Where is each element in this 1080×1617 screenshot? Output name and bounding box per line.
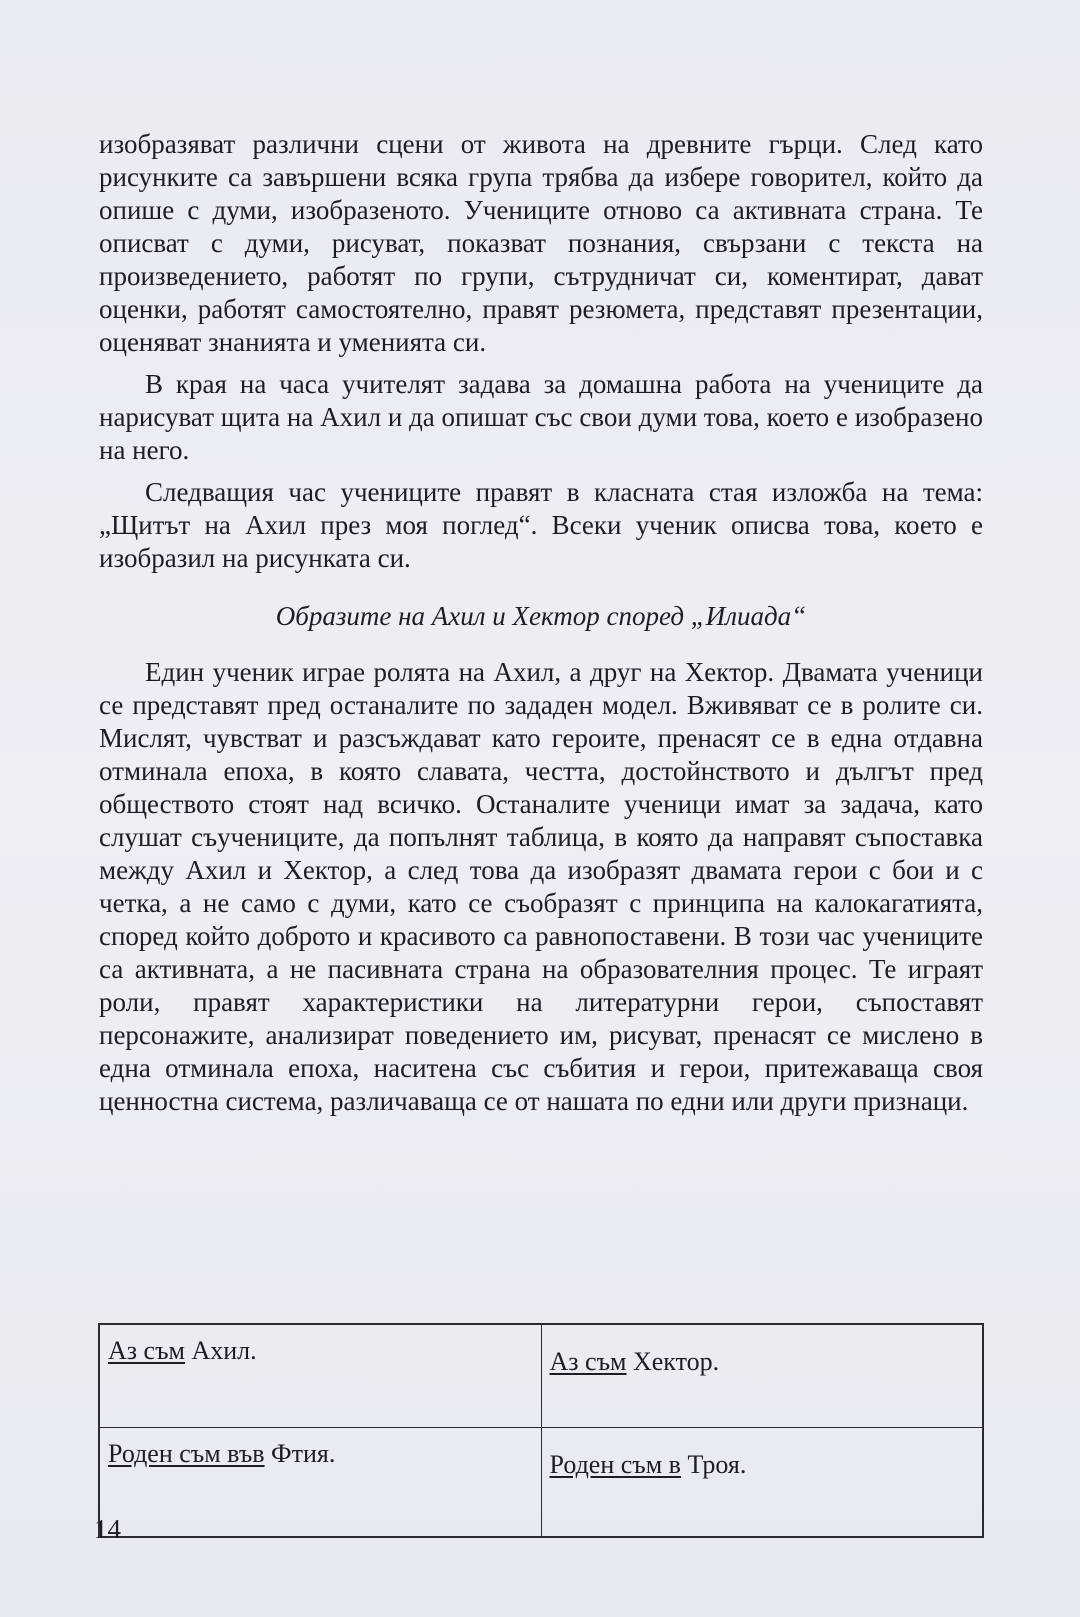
page-body xyxy=(99,128,983,1118)
cell-text: Фтия. xyxy=(264,1439,336,1468)
underlined-phrase: Аз съм xyxy=(549,1347,627,1376)
table-row xyxy=(99,1324,983,1428)
table-cell-hector-birthplace xyxy=(541,1428,983,1538)
underlined-phrase: Роден съм в xyxy=(549,1450,681,1479)
paragraph-roles: Един ученик играе ролята на Ахил, а друг на Хектор. Двамата ученици се представят пред останалите по зададен модел. Вживяват се в ролите си. Мислят, чувстват и разсъждават като героите, пренасят се в една отдавна отминала епоха, в която славата, честта, достойнството и дългът пред обществото стоят над всичко. Останалите ученици имат за задача, като слушат съучениците, да попълнят таблица, в която да направят съпоставка между Ахил и Хектор, а след това да изобразят двамата герои с бои и с четка, а не само с думи, като се съобразят с принципа на калокагатията, според който доброто и красивото са равнопоставени. В този час учениците са активната, а не пасивната страна на образователния процес. Те играят роли, правят характеристики на литературни герои, съпоставят персонажите, анализират поведението им, рисуват, пренасят се мислено в една отминала епоха, наситена със събития и герои, притежаваща своя ценностна система, различаваща се от нашата по едни или други признаци. xyxy=(99,657,983,1116)
paragraph-homework: В края на часа учителят задава за домашна работа на учениците да нарисуват щита на Ахил и да опишат със свои думи това, което е изобразено на него. xyxy=(99,369,983,465)
comparison-table xyxy=(98,1323,984,1538)
underlined-phrase: Роден съм във xyxy=(108,1439,265,1468)
paragraph-exhibition: Следващия час учениците правят в класната стая изложба на тема: „Щитът на Ахил през моя поглед“. Всеки ученик описва това, което е изобразил на рисунката си. xyxy=(99,477,983,573)
section-subtitle: Образите на Ахил и Хектор според „Илиада“ xyxy=(275,601,807,631)
table-cell-achilles xyxy=(99,1324,541,1428)
cell-text: Троя. xyxy=(680,1450,747,1479)
table-cell-achilles-birthplace xyxy=(99,1428,541,1538)
cell-text: Хектор. xyxy=(626,1347,720,1376)
cell-text: Ахил. xyxy=(184,1336,257,1365)
table-cell-hector xyxy=(541,1324,983,1428)
table-row xyxy=(99,1428,983,1538)
page-number: 14 xyxy=(94,1514,121,1544)
paragraph-continuation: изобразяват различни сцени от живота на древните гърци. След като рисунките са завършени всяка група трябва да избере говорител, който да опише с думи, изобразеното. Учениците отново са активната страна. Те описват с думи, рисуват, показват познания, свързани с текста на произведението, работят по групи, сътрудничат си, коментират, дават оценки, работят самостоятелно, правят резюмета, представят презентации, оценяват знанията и уменията си. xyxy=(99,129,983,357)
underlined-phrase: Аз съм xyxy=(108,1336,185,1365)
